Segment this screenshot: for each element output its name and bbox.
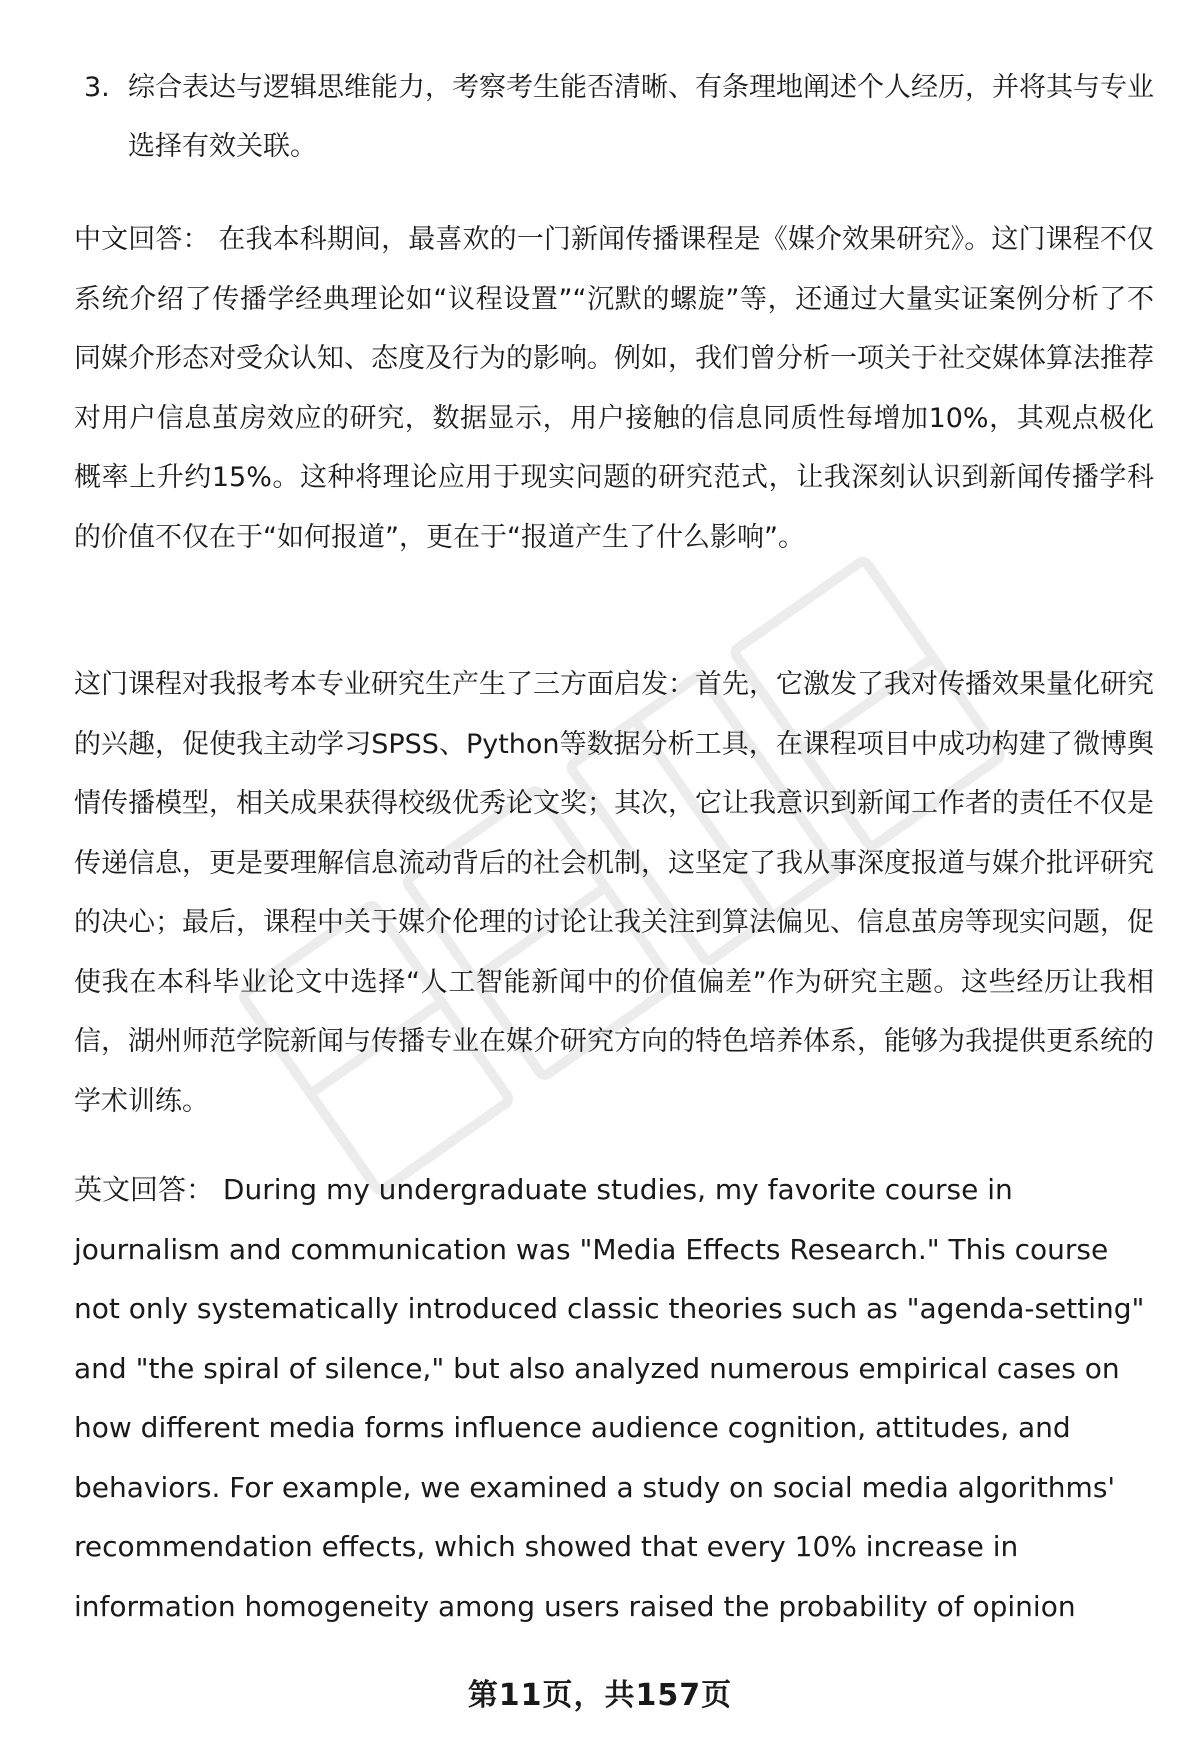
chinese-answer-paragraph-2 [74,655,1154,1131]
english-answer-paragraph [74,1160,1154,1636]
chinese-answer-label: 中文回答： [74,224,210,255]
chinese-answer-paragraph-1 [74,210,1154,567]
item-number: 3. [84,72,110,103]
item-text: 综合表达与逻辑思维能力，考察考生能否清晰、有条理地阐述个人经历，并将其与专业选择有效关联。 [128,72,1154,162]
chinese-answer-text-1: 在我本科期间，最喜欢的一门新闻传播课程是《媒介效果研究》。这门课程不仅系统介绍了传播学经典理论如“议程设置”“沉默的螺旋”等，还通过大量实证案例分析了不同媒介形态对受众认知、态度及行为的影响。例如，我们曾分析一项关于社交媒体算法推荐对用户信息茧房效应的研究，数据显示，用户接触的信息同质性每增加10%，其观点极化概率上升约15%。这种将理论应用于现实问题的研究范式，让我深刻认识到新闻传播学科的价值不仅在于“如何报道”，更在于“报道产生了什么影响”。 [74,224,1155,553]
page-number-footer: 第11页，共157页 [467,1678,733,1713]
english-answer-label: 英文回答： [74,1173,215,1206]
english-answer-text: During my undergraduate studies, my favorite course in journalism and communication was "Media Effects Research." This course not only systematically introduced classic theories such as "agenda-setting" and "the spiral of silence," but also analyzed numerous empirical cases on how different media forms influence audience cognition, attitudes, and behaviors. For example, we examined a study on social media algorithms' recommendation effects, which showed that every 10% increase in information homogeneity among users raised the probability of opinion [74,1173,1145,1623]
chinese-answer-text-2: 这门课程对我报考本专业研究生产生了三方面启发：首先，它激发了我对传播效果量化研究的兴趣，促使我主动学习SPSS、Python等数据分析工具，在课程项目中成功构建了微博舆情传播模型，相关成果获得校级优秀论文奖；其次，它让我意识到新闻工作者的责任不仅是传递信息，更是要理解信息流动背后的社会机制，这坚定了我从事深度报道与媒介批评研究的决心；最后，课程中关于媒介伦理的讨论让我关注到算法偏见、信息茧房等现实问题，促使我在本科毕业论文中选择“人工智能新闻中的价值偏差”作为研究主题。这些经历让我相信，湖州师范学院新闻与传播专业在媒介研究方向的特色培养体系，能够为我提供更系统的学术训练。 [74,669,1154,1117]
criteria-item-3 [78,58,1158,176]
